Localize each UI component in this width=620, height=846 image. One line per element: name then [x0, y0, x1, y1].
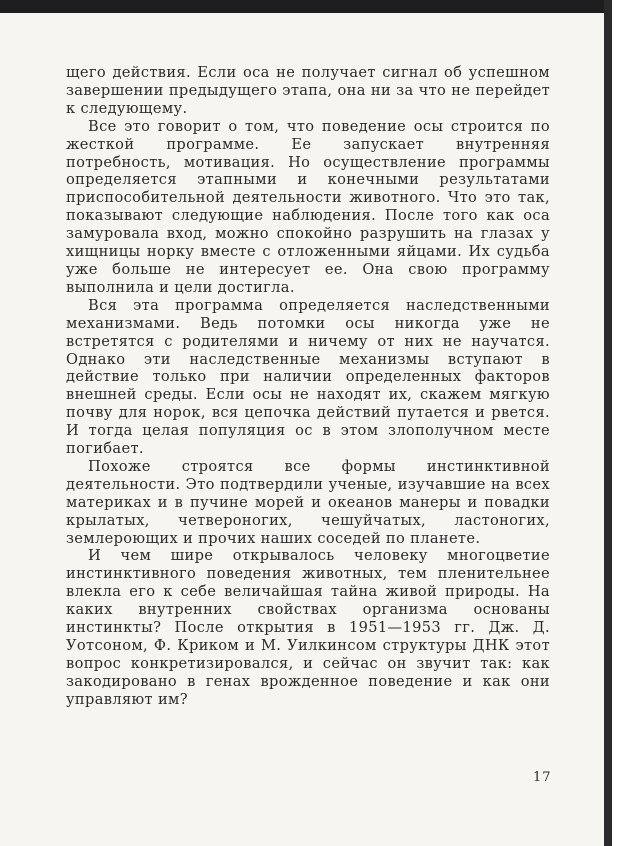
- paragraph: Похоже строятся все формы инстинктивной деятельности. Это подтвердили ученые, изучавшие на всех материках и в пучине морей и океанов манеры и повадки крылатых, четвероногих, чешуйчатых, ластоногих, землероющих и прочих наших соседей по планете.: [66, 457, 550, 547]
- page-top-edge: [0, 0, 612, 13]
- paragraph: Все это говорит о том, что поведение осы строится по жесткой программе. Ее запускает внутренняя потребность, мотивация. Но осуществление программы определяется этапными и конечными результатами приспособительной деятельности животного. Что это так, показывают следующие наблюдения. После того как оса замуровала вход, можно спокойно разрушить на глазах у хищницы норку вместе с отложенными яйцами. Их судьба уже больше не интересует ее. Она свою программу выполнила и цели достигла.: [66, 117, 550, 296]
- page-number: 17: [533, 770, 552, 785]
- page-right-edge: [604, 0, 612, 846]
- paragraph: щего действия. Если оса не получает сигнал об успешном завершении предыдущего этапа, она ни за что не перейдет к следующему.: [66, 64, 550, 117]
- paragraph: И чем шире открывалось человеку многоцветие инстинктивного поведения животных, тем пленительнее влекла его к себе величайшая тайна живой природы. На каких внутренних свойствах организма основаны инстинкты? После открытия в 1951—1953 гг. Дж. Д. Уотсоном, Ф. Криком и М. Уилкинсом структуры ДНК этот вопрос конкретизировался, и сейчас он звучит так: как закодировано в генах врожденное поведение и как они управляют им?: [66, 547, 550, 708]
- paragraph: Вся эта программа определяется наследственными механизмами. Ведь потомки осы никогда уже не встретятся с родителями и ничему от них не научатся. Однако эти наследственные механизмы вступают в действие только при наличии определенных факторов внешней среды. Если осы не находят их, скажем мягкую почву для норок, вся цепочка действий путается и рвется. И тогда целая популяция ос в этом злополучном месте погибает.: [66, 296, 550, 458]
- body-text: [66, 64, 550, 709]
